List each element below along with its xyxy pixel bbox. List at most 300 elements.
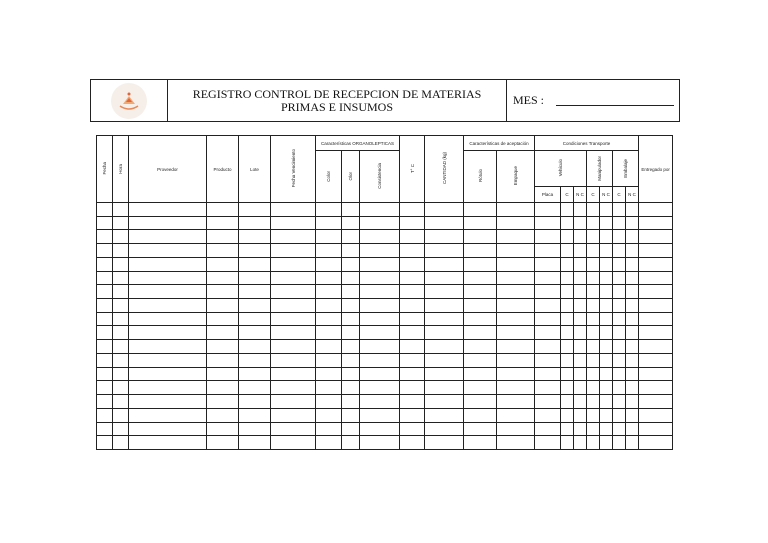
- table-cell[interactable]: [207, 381, 239, 395]
- table-cell[interactable]: [535, 257, 561, 271]
- table-cell[interactable]: [613, 285, 626, 299]
- table-cell[interactable]: [97, 381, 113, 395]
- table-cell[interactable]: [613, 353, 626, 367]
- table-cell[interactable]: [639, 203, 673, 217]
- table-cell[interactable]: [271, 203, 316, 217]
- table-cell[interactable]: [129, 299, 207, 313]
- table-cell[interactable]: [207, 216, 239, 230]
- table-cell[interactable]: [464, 353, 497, 367]
- table-cell[interactable]: [271, 257, 316, 271]
- table-cell[interactable]: [497, 230, 535, 244]
- table-cell[interactable]: [587, 422, 600, 436]
- table-cell[interactable]: [535, 312, 561, 326]
- table-cell[interactable]: [129, 244, 207, 258]
- table-cell[interactable]: [207, 285, 239, 299]
- table-cell[interactable]: [613, 436, 626, 450]
- table-cell[interactable]: [639, 408, 673, 422]
- table-cell[interactable]: [316, 244, 342, 258]
- table-cell[interactable]: [207, 271, 239, 285]
- table-cell[interactable]: [464, 422, 497, 436]
- table-cell[interactable]: [626, 285, 639, 299]
- table-cell[interactable]: [207, 230, 239, 244]
- table-cell[interactable]: [626, 367, 639, 381]
- table-cell[interactable]: [97, 395, 113, 409]
- table-cell[interactable]: [613, 216, 626, 230]
- table-cell[interactable]: [497, 422, 535, 436]
- table-cell[interactable]: [626, 381, 639, 395]
- table-cell[interactable]: [639, 257, 673, 271]
- table-cell[interactable]: [239, 271, 271, 285]
- table-cell[interactable]: [535, 285, 561, 299]
- table-cell[interactable]: [626, 353, 639, 367]
- table-cell[interactable]: [600, 285, 613, 299]
- table-cell[interactable]: [342, 408, 360, 422]
- table-cell[interactable]: [587, 353, 600, 367]
- table-cell[interactable]: [639, 353, 673, 367]
- table-cell[interactable]: [613, 203, 626, 217]
- table-cell[interactable]: [600, 340, 613, 354]
- table-cell[interactable]: [639, 395, 673, 409]
- table-cell[interactable]: [360, 422, 400, 436]
- table-cell[interactable]: [342, 299, 360, 313]
- table-cell[interactable]: [497, 244, 535, 258]
- table-cell[interactable]: [207, 312, 239, 326]
- table-cell[interactable]: [113, 216, 129, 230]
- table-cell[interactable]: [561, 230, 574, 244]
- table-cell[interactable]: [626, 257, 639, 271]
- table-cell[interactable]: [316, 216, 342, 230]
- table-cell[interactable]: [561, 395, 574, 409]
- table-cell[interactable]: [342, 353, 360, 367]
- table-cell[interactable]: [271, 312, 316, 326]
- table-cell[interactable]: [239, 257, 271, 271]
- table-cell[interactable]: [425, 244, 464, 258]
- table-cell[interactable]: [574, 326, 587, 340]
- table-cell[interactable]: [360, 230, 400, 244]
- table-cell[interactable]: [600, 299, 613, 313]
- table-cell[interactable]: [97, 271, 113, 285]
- table-cell[interactable]: [425, 271, 464, 285]
- table-cell[interactable]: [360, 340, 400, 354]
- table-cell[interactable]: [574, 312, 587, 326]
- table-cell[interactable]: [97, 408, 113, 422]
- table-cell[interactable]: [613, 271, 626, 285]
- table-cell[interactable]: [271, 395, 316, 409]
- table-cell[interactable]: [626, 203, 639, 217]
- table-cell[interactable]: [425, 216, 464, 230]
- table-cell[interactable]: [464, 436, 497, 450]
- table-cell[interactable]: [271, 353, 316, 367]
- table-cell[interactable]: [239, 230, 271, 244]
- table-cell[interactable]: [360, 395, 400, 409]
- table-cell[interactable]: [626, 299, 639, 313]
- table-cell[interactable]: [239, 299, 271, 313]
- table-cell[interactable]: [587, 367, 600, 381]
- table-cell[interactable]: [316, 271, 342, 285]
- table-cell[interactable]: [574, 216, 587, 230]
- table-cell[interactable]: [561, 436, 574, 450]
- table-cell[interactable]: [561, 408, 574, 422]
- table-cell[interactable]: [113, 367, 129, 381]
- table-cell[interactable]: [342, 285, 360, 299]
- table-cell[interactable]: [129, 312, 207, 326]
- table-cell[interactable]: [271, 340, 316, 354]
- table-cell[interactable]: [574, 436, 587, 450]
- table-cell[interactable]: [129, 326, 207, 340]
- table-cell[interactable]: [271, 216, 316, 230]
- table-cell[interactable]: [342, 340, 360, 354]
- table-cell[interactable]: [207, 326, 239, 340]
- table-cell[interactable]: [561, 312, 574, 326]
- table-cell[interactable]: [626, 408, 639, 422]
- table-cell[interactable]: [360, 326, 400, 340]
- table-cell[interactable]: [613, 340, 626, 354]
- table-cell[interactable]: [561, 216, 574, 230]
- table-cell[interactable]: [97, 244, 113, 258]
- table-cell[interactable]: [574, 285, 587, 299]
- table-cell[interactable]: [497, 408, 535, 422]
- table-cell[interactable]: [400, 299, 425, 313]
- table-cell[interactable]: [587, 299, 600, 313]
- table-cell[interactable]: [600, 326, 613, 340]
- table-cell[interactable]: [425, 395, 464, 409]
- table-cell[interactable]: [535, 299, 561, 313]
- table-cell[interactable]: [497, 326, 535, 340]
- table-cell[interactable]: [561, 367, 574, 381]
- table-cell[interactable]: [574, 203, 587, 217]
- table-cell[interactable]: [600, 395, 613, 409]
- table-cell[interactable]: [271, 299, 316, 313]
- table-cell[interactable]: [113, 299, 129, 313]
- table-cell[interactable]: [587, 326, 600, 340]
- table-cell[interactable]: [639, 244, 673, 258]
- table-cell[interactable]: [97, 230, 113, 244]
- table-cell[interactable]: [113, 408, 129, 422]
- table-cell[interactable]: [574, 381, 587, 395]
- table-cell[interactable]: [464, 326, 497, 340]
- table-cell[interactable]: [497, 312, 535, 326]
- table-cell[interactable]: [464, 271, 497, 285]
- table-cell[interactable]: [97, 203, 113, 217]
- table-cell[interactable]: [425, 408, 464, 422]
- table-cell[interactable]: [207, 408, 239, 422]
- table-cell[interactable]: [342, 436, 360, 450]
- table-cell[interactable]: [587, 230, 600, 244]
- table-cell[interactable]: [639, 312, 673, 326]
- table-cell[interactable]: [239, 381, 271, 395]
- table-cell[interactable]: [360, 381, 400, 395]
- table-cell[interactable]: [639, 381, 673, 395]
- table-cell[interactable]: [600, 408, 613, 422]
- table-cell[interactable]: [497, 436, 535, 450]
- table-cell[interactable]: [464, 244, 497, 258]
- table-cell[interactable]: [400, 244, 425, 258]
- table-cell[interactable]: [497, 203, 535, 217]
- table-cell[interactable]: [207, 299, 239, 313]
- table-cell[interactable]: [613, 230, 626, 244]
- table-cell[interactable]: [129, 381, 207, 395]
- table-cell[interactable]: [574, 299, 587, 313]
- table-cell[interactable]: [639, 299, 673, 313]
- table-cell[interactable]: [561, 326, 574, 340]
- table-cell[interactable]: [574, 422, 587, 436]
- table-cell[interactable]: [129, 395, 207, 409]
- table-cell[interactable]: [639, 285, 673, 299]
- table-cell[interactable]: [400, 367, 425, 381]
- table-cell[interactable]: [239, 312, 271, 326]
- table-cell[interactable]: [360, 436, 400, 450]
- table-cell[interactable]: [425, 203, 464, 217]
- table-cell[interactable]: [316, 285, 342, 299]
- table-cell[interactable]: [464, 312, 497, 326]
- table-cell[interactable]: [639, 230, 673, 244]
- table-cell[interactable]: [574, 340, 587, 354]
- table-cell[interactable]: [600, 353, 613, 367]
- table-cell[interactable]: [464, 285, 497, 299]
- table-cell[interactable]: [239, 203, 271, 217]
- table-cell[interactable]: [316, 326, 342, 340]
- table-cell[interactable]: [574, 408, 587, 422]
- table-cell[interactable]: [497, 285, 535, 299]
- table-cell[interactable]: [626, 271, 639, 285]
- table-cell[interactable]: [425, 299, 464, 313]
- table-cell[interactable]: [239, 436, 271, 450]
- table-cell[interactable]: [360, 203, 400, 217]
- table-cell[interactable]: [497, 299, 535, 313]
- table-cell[interactable]: [239, 216, 271, 230]
- table-cell[interactable]: [342, 216, 360, 230]
- table-cell[interactable]: [97, 285, 113, 299]
- table-cell[interactable]: [400, 381, 425, 395]
- table-cell[interactable]: [425, 326, 464, 340]
- table-cell[interactable]: [639, 271, 673, 285]
- table-cell[interactable]: [360, 257, 400, 271]
- table-cell[interactable]: [271, 381, 316, 395]
- table-cell[interactable]: [400, 408, 425, 422]
- table-cell[interactable]: [360, 408, 400, 422]
- table-cell[interactable]: [535, 353, 561, 367]
- table-cell[interactable]: [207, 244, 239, 258]
- table-cell[interactable]: [360, 353, 400, 367]
- table-cell[interactable]: [497, 395, 535, 409]
- table-cell[interactable]: [400, 312, 425, 326]
- table-cell[interactable]: [464, 381, 497, 395]
- table-cell[interactable]: [342, 326, 360, 340]
- table-cell[interactable]: [239, 367, 271, 381]
- table-cell[interactable]: [360, 312, 400, 326]
- table-cell[interactable]: [207, 353, 239, 367]
- table-cell[interactable]: [464, 340, 497, 354]
- table-cell[interactable]: [342, 203, 360, 217]
- table-cell[interactable]: [600, 203, 613, 217]
- table-cell[interactable]: [97, 216, 113, 230]
- table-cell[interactable]: [400, 436, 425, 450]
- table-cell[interactable]: [207, 395, 239, 409]
- table-cell[interactable]: [587, 408, 600, 422]
- table-cell[interactable]: [97, 340, 113, 354]
- table-cell[interactable]: [639, 326, 673, 340]
- table-cell[interactable]: [561, 285, 574, 299]
- table-cell[interactable]: [626, 230, 639, 244]
- table-cell[interactable]: [113, 436, 129, 450]
- table-cell[interactable]: [574, 353, 587, 367]
- table-cell[interactable]: [464, 257, 497, 271]
- table-cell[interactable]: [400, 326, 425, 340]
- table-cell[interactable]: [600, 367, 613, 381]
- table-cell[interactable]: [587, 271, 600, 285]
- table-cell[interactable]: [535, 436, 561, 450]
- table-cell[interactable]: [239, 353, 271, 367]
- table-cell[interactable]: [113, 285, 129, 299]
- table-cell[interactable]: [271, 326, 316, 340]
- table-cell[interactable]: [626, 244, 639, 258]
- table-cell[interactable]: [574, 257, 587, 271]
- table-cell[interactable]: [497, 353, 535, 367]
- table-cell[interactable]: [613, 408, 626, 422]
- table-cell[interactable]: [626, 395, 639, 409]
- table-cell[interactable]: [113, 422, 129, 436]
- table-cell[interactable]: [535, 326, 561, 340]
- table-cell[interactable]: [316, 408, 342, 422]
- table-cell[interactable]: [535, 271, 561, 285]
- table-cell[interactable]: [587, 216, 600, 230]
- table-cell[interactable]: [600, 271, 613, 285]
- table-cell[interactable]: [535, 230, 561, 244]
- table-cell[interactable]: [464, 216, 497, 230]
- table-cell[interactable]: [97, 353, 113, 367]
- table-cell[interactable]: [464, 367, 497, 381]
- table-cell[interactable]: [360, 285, 400, 299]
- table-cell[interactable]: [113, 230, 129, 244]
- table-cell[interactable]: [425, 312, 464, 326]
- table-cell[interactable]: [600, 422, 613, 436]
- table-cell[interactable]: [239, 285, 271, 299]
- table-cell[interactable]: [400, 203, 425, 217]
- table-cell[interactable]: [613, 422, 626, 436]
- table-cell[interactable]: [129, 203, 207, 217]
- table-cell[interactable]: [561, 340, 574, 354]
- table-cell[interactable]: [342, 395, 360, 409]
- table-cell[interactable]: [587, 340, 600, 354]
- table-cell[interactable]: [639, 422, 673, 436]
- table-cell[interactable]: [613, 326, 626, 340]
- table-cell[interactable]: [425, 381, 464, 395]
- table-cell[interactable]: [613, 312, 626, 326]
- table-cell[interactable]: [600, 257, 613, 271]
- table-cell[interactable]: [129, 257, 207, 271]
- table-cell[interactable]: [497, 340, 535, 354]
- table-cell[interactable]: [271, 285, 316, 299]
- table-cell[interactable]: [574, 271, 587, 285]
- table-cell[interactable]: [207, 203, 239, 217]
- table-cell[interactable]: [207, 340, 239, 354]
- table-cell[interactable]: [360, 367, 400, 381]
- table-cell[interactable]: [113, 271, 129, 285]
- table-cell[interactable]: [400, 230, 425, 244]
- table-cell[interactable]: [587, 244, 600, 258]
- table-cell[interactable]: [129, 408, 207, 422]
- table-cell[interactable]: [129, 436, 207, 450]
- table-cell[interactable]: [425, 436, 464, 450]
- table-cell[interactable]: [239, 326, 271, 340]
- table-cell[interactable]: [425, 422, 464, 436]
- table-cell[interactable]: [464, 395, 497, 409]
- table-cell[interactable]: [400, 340, 425, 354]
- table-cell[interactable]: [535, 244, 561, 258]
- table-cell[interactable]: [239, 244, 271, 258]
- table-cell[interactable]: [113, 395, 129, 409]
- table-cell[interactable]: [97, 367, 113, 381]
- table-cell[interactable]: [113, 312, 129, 326]
- table-cell[interactable]: [600, 244, 613, 258]
- table-cell[interactable]: [561, 257, 574, 271]
- table-cell[interactable]: [400, 216, 425, 230]
- table-cell[interactable]: [425, 367, 464, 381]
- table-cell[interactable]: [342, 312, 360, 326]
- table-cell[interactable]: [600, 230, 613, 244]
- table-cell[interactable]: [271, 244, 316, 258]
- table-cell[interactable]: [535, 395, 561, 409]
- table-cell[interactable]: [626, 422, 639, 436]
- table-cell[interactable]: [113, 381, 129, 395]
- table-cell[interactable]: [626, 326, 639, 340]
- table-cell[interactable]: [626, 216, 639, 230]
- table-cell[interactable]: [535, 340, 561, 354]
- table-cell[interactable]: [97, 436, 113, 450]
- table-cell[interactable]: [207, 436, 239, 450]
- table-cell[interactable]: [316, 353, 342, 367]
- table-cell[interactable]: [97, 312, 113, 326]
- table-cell[interactable]: [316, 257, 342, 271]
- table-cell[interactable]: [587, 203, 600, 217]
- table-cell[interactable]: [129, 271, 207, 285]
- table-cell[interactable]: [207, 367, 239, 381]
- table-cell[interactable]: [561, 244, 574, 258]
- table-cell[interactable]: [626, 312, 639, 326]
- month-field[interactable]: [507, 80, 679, 121]
- table-cell[interactable]: [639, 340, 673, 354]
- table-cell[interactable]: [613, 257, 626, 271]
- table-cell[interactable]: [316, 422, 342, 436]
- table-cell[interactable]: [129, 340, 207, 354]
- table-cell[interactable]: [271, 436, 316, 450]
- table-cell[interactable]: [239, 422, 271, 436]
- table-cell[interactable]: [316, 230, 342, 244]
- table-cell[interactable]: [342, 381, 360, 395]
- table-cell[interactable]: [639, 216, 673, 230]
- table-cell[interactable]: [497, 381, 535, 395]
- table-cell[interactable]: [113, 244, 129, 258]
- table-cell[interactable]: [316, 367, 342, 381]
- table-cell[interactable]: [535, 216, 561, 230]
- table-cell[interactable]: [497, 216, 535, 230]
- table-cell[interactable]: [97, 257, 113, 271]
- table-cell[interactable]: [342, 422, 360, 436]
- table-cell[interactable]: [400, 395, 425, 409]
- table-cell[interactable]: [113, 257, 129, 271]
- table-cell[interactable]: [561, 271, 574, 285]
- table-cell[interactable]: [316, 340, 342, 354]
- table-cell[interactable]: [464, 299, 497, 313]
- table-cell[interactable]: [239, 340, 271, 354]
- table-cell[interactable]: [561, 299, 574, 313]
- table-cell[interactable]: [587, 312, 600, 326]
- table-cell[interactable]: [613, 381, 626, 395]
- table-cell[interactable]: [342, 257, 360, 271]
- table-cell[interactable]: [97, 299, 113, 313]
- table-cell[interactable]: [271, 367, 316, 381]
- table-cell[interactable]: [207, 422, 239, 436]
